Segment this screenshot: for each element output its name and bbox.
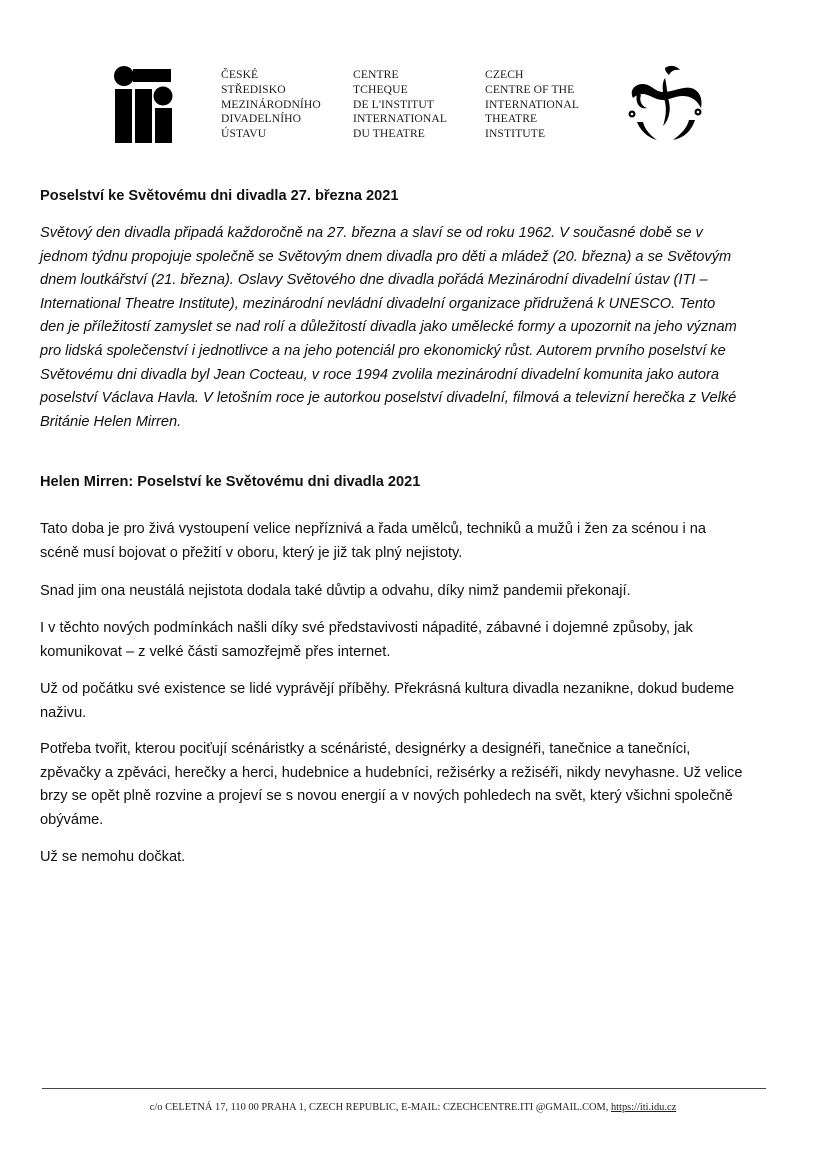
message-line: I v těchto nových podmínkách našli díky své představivosti nápadité, zábavné i dojemné způsoby, jak xyxy=(40,620,693,636)
letterhead-english-name xyxy=(485,68,579,142)
intro-paragraph xyxy=(40,222,780,434)
message-line: Tato doba je pro živá vystoupení velice nepříznivá a řada umělců, techniků a mužů i žen za scénou i na xyxy=(40,521,707,537)
letterhead xyxy=(0,62,826,146)
message-paragraph-2 xyxy=(40,580,780,604)
letterhead-line: CZECH xyxy=(485,68,524,81)
message-heading: Helen Mirren: Poselství ke Světovému dni divadla 2021 xyxy=(40,474,421,490)
intro-line: Světový den divadla připadá každoročně na 27. března a slaví se od roku 1962. V současné době se v xyxy=(40,225,703,241)
intro-line: dnem loutkářství (21. března). Oslavy Světového dne divadla pořádá Mezinárodní divadelní ústav (ITI – xyxy=(40,272,708,289)
letterhead-line: ČESKÉ xyxy=(221,68,259,81)
letterhead-line: CENTRE xyxy=(353,68,399,81)
message-paragraph-1 xyxy=(40,518,780,565)
message-paragraph-3 xyxy=(40,617,780,664)
message-paragraph-4 xyxy=(40,678,780,725)
letterhead-line: DU THEATRE xyxy=(353,127,425,141)
message-line: brzy se opět plně rozvine a projeví se s novou energií a v nových pohledech na svět, který všichni společně xyxy=(40,788,733,805)
letterhead-line: INSTITUTE xyxy=(485,127,546,141)
letterhead-line: INTERNATIONAL xyxy=(485,97,580,111)
letterhead-line: DE L'INSTITUT xyxy=(353,97,434,111)
letterhead-line: DIVADELNÍHO xyxy=(221,112,302,126)
iti-logo-icon xyxy=(113,65,173,143)
intro-section xyxy=(40,188,780,204)
message-paragraph-5 xyxy=(40,738,780,832)
intro-line: den je příležitostí zamyslet se nad rolí a důležitostí divadla jako umělecké formy a upozornit na jeho význam xyxy=(40,319,737,336)
intro-line: pro lidská společenství i jednotlivce a na jeho potenciál pro ekonomický růst. Autorem prvního poselství ke xyxy=(40,342,726,359)
footer-divider xyxy=(42,1088,766,1089)
footer-website-link[interactable]: https://iti.idu.cz xyxy=(610,1102,677,1113)
intro-line: jednom týdnu propojuje společně se Světovým dnem divadla pro děti a mládež (20. března) a se Světovým xyxy=(40,248,732,265)
letterhead-line: ÚSTAVU xyxy=(221,127,267,141)
message-line: komunikovat – z velké části samozřejmě přes internet. xyxy=(40,643,391,660)
message-line: zpěvačky a zpěváci, herečky a herci, hudebnice a hudebníci, režisérky a režiséři, nikdy nevyhasne. Už velice xyxy=(40,764,743,781)
intro-line: Světovému dni divadla byl Jean Cocteau, v roce 1994 zvolila mezinárodní divadelní komunita jako autora xyxy=(40,366,720,383)
letterhead-line: STŘEDISKO xyxy=(221,82,286,96)
message-line: scéně musí bojovat o přežití v oboru, který je již tak plný nejistoty. xyxy=(40,544,463,561)
message-line: obýváme. xyxy=(40,811,104,828)
letterhead-line: CENTRE OF THE xyxy=(485,82,575,96)
message-line: Už se nemohu dočkat. xyxy=(40,849,186,865)
intro-line: poselství Václava Havla. V letošním roce je autorkou poselství divadelní, filmová a televizní herečka z Velké xyxy=(40,390,737,407)
intro-line: International Theatre Institute), mezinárodní nevládní divadelní organizace přidružená k UNESCO. Tento xyxy=(40,295,716,312)
message-paragraph-6 xyxy=(40,846,780,870)
message-line: Potřeba tvořit, kterou pociťují scénáristky a scénáristé, designérky a designéři, tanečnice a tanečníci, xyxy=(40,741,691,757)
message-line: naživu. xyxy=(40,704,87,721)
intro-heading: Poselství ke Světovému dni divadla 27. března 2021 xyxy=(40,188,399,204)
message-section xyxy=(40,474,780,490)
letterhead-line: THEATRE xyxy=(485,112,538,126)
world-theatre-day-logo-icon xyxy=(625,64,705,144)
message-line: Už od počátku své existence se lidé vyprávějí příběhy. Překrásná kultura divadla nezanikne, dokud budeme xyxy=(40,681,735,697)
letterhead-line: MEZINÁRODNÍHO xyxy=(221,97,321,111)
footer-address: c/o CELETNÁ 17, 110 00 PRAHA 1, CZECH REPUBLIC, E-MAIL: CZECHCENTRE.ITI @GMAIL.COM, xyxy=(149,1102,611,1113)
footer xyxy=(0,1102,826,1113)
letterhead-czech-name xyxy=(221,68,321,142)
message-line: Snad jim ona neustálá nejistota dodala také důvtip a odvahu, díky nimž pandemii překonají. xyxy=(40,583,631,599)
intro-line: Británie Helen Mirren. xyxy=(40,413,182,430)
letterhead-line: TCHEQUE xyxy=(353,82,408,96)
letterhead-french-name xyxy=(353,68,447,142)
letterhead-line: INTERNATIONAL xyxy=(353,112,448,126)
